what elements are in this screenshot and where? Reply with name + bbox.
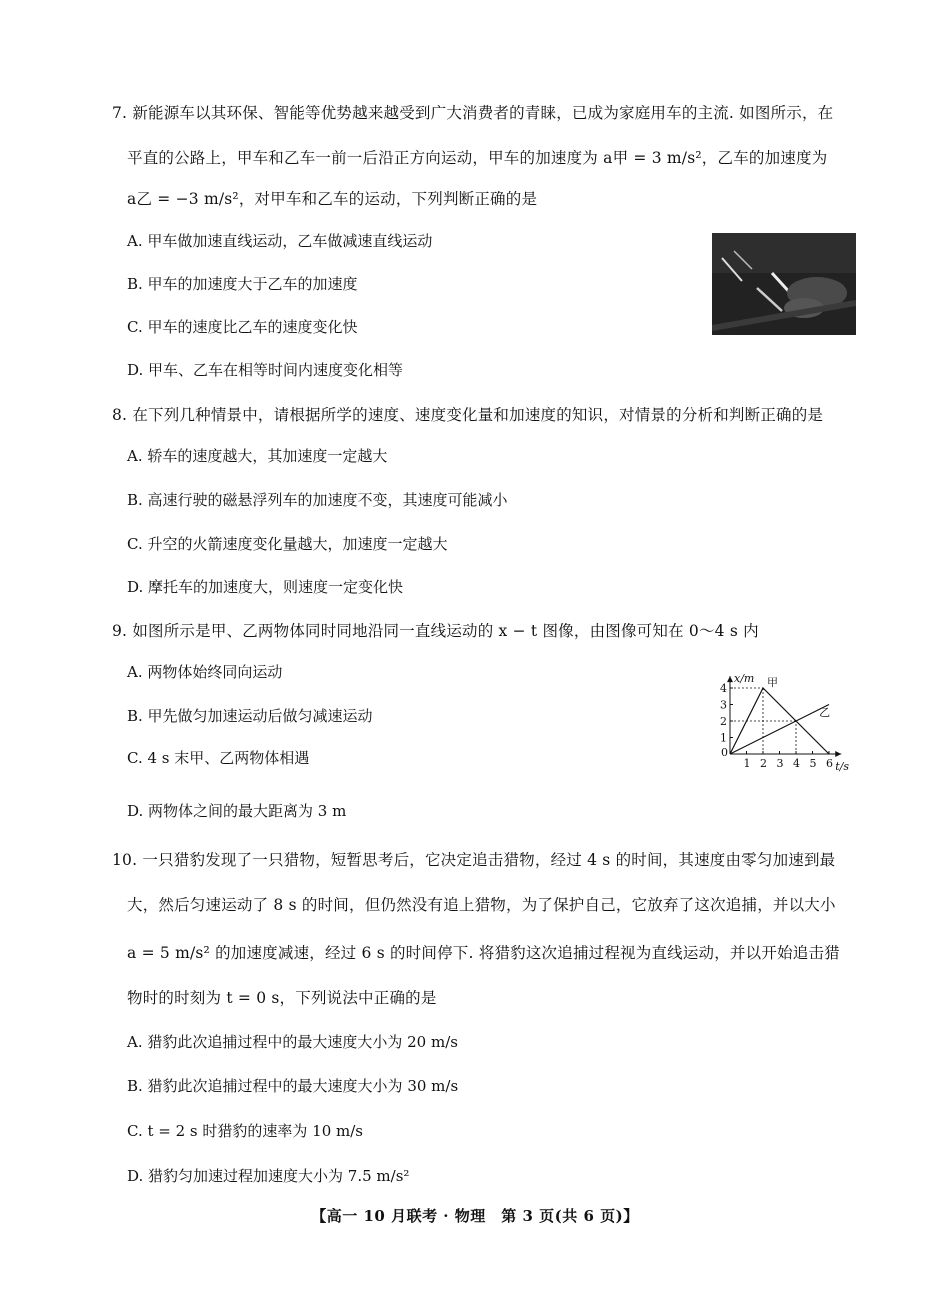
q9-option-c: C. 4 s 末甲、乙两物体相遇 xyxy=(127,749,310,767)
q7-option-c: C. 甲车的速度比乙车的速度变化快 xyxy=(127,318,358,336)
q8-option-b: B. 高速行驶的磁悬浮列车的加速度不变，其速度可能减小 xyxy=(127,491,508,509)
q10-stem-line-4: 物时的时刻为 t = 0 s，下列说法中正确的是 xyxy=(127,989,437,1007)
x-tick-label: 0 xyxy=(721,746,728,759)
q7-option-b: B. 甲车的加速度大于乙车的加速度 xyxy=(127,275,358,293)
q9-option-a: A. 两物体始终同向运动 xyxy=(127,663,283,681)
x-axis-label: t/s xyxy=(835,760,850,773)
x-tick-label: 1 xyxy=(743,757,751,770)
q7-stem-line-3: a乙 = −3 m/s²，对甲车和乙车的运动，下列判断正确的是 xyxy=(127,190,538,208)
q10-stem-line-3: a = 5 m/s² 的加速度减速，经过 6 s 的时间停下. 将猎豹这次追捕过程视为直线运动，并以开始追击猎 xyxy=(127,944,840,962)
y-tick-label: 1 xyxy=(720,731,727,745)
q10-option-c: C. t = 2 s 时猎豹的速率为 10 m/s xyxy=(127,1122,363,1140)
q7-option-d: D. 甲车、乙车在相等时间内速度变化相等 xyxy=(127,361,404,379)
x-axis-arrow xyxy=(835,751,841,757)
series-line-yi xyxy=(730,705,829,755)
y-tick-label: 3 xyxy=(720,698,727,712)
q10-stem-line-1: 10. 一只猎豹发现了一只猎物，短暂思考后，它决定追击猎物，经过 4 s 的时间，其速度由零匀加速到最 xyxy=(112,851,836,869)
page-footer: 【高一 10 月联考 · 物理 第 3 页(共 6 页)】 xyxy=(311,1207,639,1225)
x-tick-label: 2 xyxy=(760,757,767,770)
q10-option-d: D. 猎豹匀加速过程加速度大小为 7.5 m/s² xyxy=(127,1167,410,1185)
series-label-yi: 乙 xyxy=(819,706,831,720)
x-tick-label: 4 xyxy=(793,757,800,770)
q7-road-photo xyxy=(712,233,856,335)
q10-option-a: A. 猎豹此次追捕过程中的最大速度大小为 20 m/s xyxy=(127,1033,458,1051)
q8-stem-line-1: 8. 在下列几种情景中，请根据所学的速度、速度变化量和加速度的知识，对情景的分析和判断正确的是 xyxy=(112,406,824,424)
q7-stem-line-1: 7. 新能源车以其环保、智能等优势越来越受到广大消费者的青睐，已成为家庭用车的主流. 如图所示，在 xyxy=(112,104,834,122)
y-tick-label: 2 xyxy=(720,715,727,728)
y-axis-arrow xyxy=(727,676,733,682)
series-label-jia: 甲 xyxy=(767,676,778,689)
y-axis-label: x/m xyxy=(734,672,755,686)
q7-stem-line-2: 平直的公路上，甲车和乙车一前一后沿正方向运动，甲车的加速度为 a甲 = 3 m/s²，乙车的加速度为 xyxy=(127,149,828,167)
q9-option-d: D. 两物体之间的最大距离为 3 m xyxy=(127,802,347,820)
q10-option-b: B. 猎豹此次追捕过程中的最大速度大小为 30 m/s xyxy=(127,1077,459,1095)
q9-xt-graph xyxy=(714,660,864,774)
q9-option-b: B. 甲先做匀加速运动后做匀减速运动 xyxy=(127,707,373,725)
q8-option-c: C. 升空的火箭速度变化量越大，加速度一定越大 xyxy=(127,535,448,553)
q7-option-a: A. 甲车做加速直线运动，乙车做减速直线运动 xyxy=(127,232,433,250)
x-tick-label: 6 xyxy=(826,757,833,770)
q10-stem-line-2: 大，然后匀速运动了 8 s 的时间，但仍然没有追上猎物，为了保护自己，它放弃了这次追捕，并以大小 xyxy=(127,896,836,914)
y-tick-label: 4 xyxy=(720,682,727,695)
q8-option-a: A. 轿车的速度越大，其加速度一定越大 xyxy=(127,447,388,465)
x-tick-label: 3 xyxy=(776,757,784,770)
q9-stem-line-1: 9. 如图所示是甲、乙两物体同时同地沿同一直线运动的 x − t 图像，由图像可知在 0～4 s 内 xyxy=(112,622,759,640)
x-tick-label: 5 xyxy=(809,757,817,770)
q8-option-d: D. 摩托车的加速度大，则速度一定变化快 xyxy=(127,578,404,596)
